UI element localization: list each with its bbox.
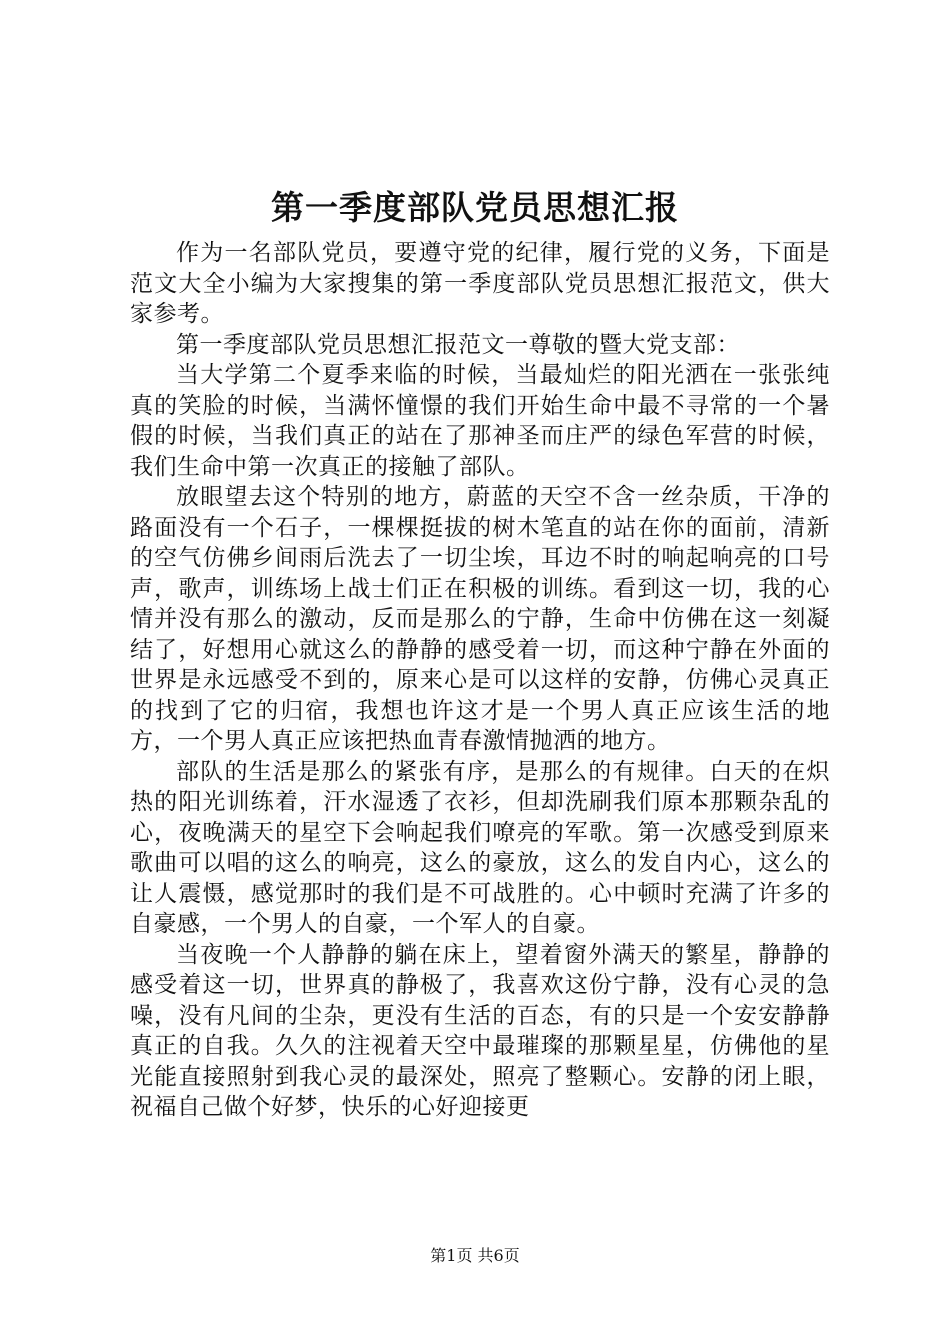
paragraph-night-reflection: 当夜晚一个人静静的躺在床上，望着窗外满天的繁星，静静的感受着这一切，世界真的静极了，我喜欢这份宁静，没有心灵的急噪，没有凡间的尘杂，更没有生活的百态，有的只是一个安安静静真正的自我。久久的注视着天空中最璀璨的那颗星星，仿佛他的星光能直接照射到我心灵的最深处，照亮了整颗心。安静的闭上眼，祝福自己做个好梦，快乐的心好迎接更 bbox=[130, 941, 830, 1120]
paragraph-camp-scenery: 放眼望去这个特别的地方，蔚蓝的天空不含一丝杂质，干净的路面没有一个石子，一棵棵挺拔的树木笔直的站在你的面前，清新的空气仿佛乡间雨后洗去了一切尘埃，耳边不时的响起响亮的口号声，歌声，训练场上战士们正在积极的训练。看到这一切，我的心情并没有那么的激动，反而是那么的宁静，生命中仿佛在这一刻凝结了，好想用心就这么的静静的感受着一切，而这种宁静在外面的世界是永远感受不到的，原来心是可以这样的安静，仿佛心灵真正的找到了它的归宿，我想也许这才是一个男人真正应该生活的地方，一个男人真正应该把热血青春激情抛洒的地方。 bbox=[130, 484, 830, 754]
paragraph-intro: 作为一名部队党员，要遵守党的纪律，履行党的义务，下面是范文大全小编为大家搜集的第一季度部队党员思想汇报范文，供大家参考。 bbox=[130, 240, 830, 327]
page-number-footer: 第1页 共6页 bbox=[430, 1246, 520, 1265]
document-body bbox=[130, 238, 830, 1123]
paragraph-salutation: 第一季度部队党员思想汇报范文一尊敬的暨大党支部： bbox=[176, 331, 740, 358]
page-title: 第一季度部队党员思想汇报 bbox=[271, 188, 679, 227]
paragraph-army-life: 部队的生活是那么的紧张有序，是那么的有规律。白天的在炽热的阳光训练着，汗水湿透了衣衫，但却洗刷我们原本那颗杂乱的心，夜晚满天的星空下会响起我们嘹亮的军歌。第一次感受到原来歌曲可以唱的这么的响亮，这么的豪放，这么的发自内心，这么的让人震慑，感觉那时的我们是不可战胜的。心中顿时充满了许多的自豪感，一个男人的自豪，一个军人的自豪。 bbox=[130, 758, 830, 937]
paragraph-summer-arrival: 当大学第二个夏季来临的时候，当最灿烂的阳光洒在一张张纯真的笑脸的时候，当满怀憧憬的我们开始生命中最不寻常的一个暑假的时候，当我们真正的站在了那神圣而庄严的绿色军营的时候，我们生命中第一次真正的接触了部队。 bbox=[130, 362, 830, 480]
